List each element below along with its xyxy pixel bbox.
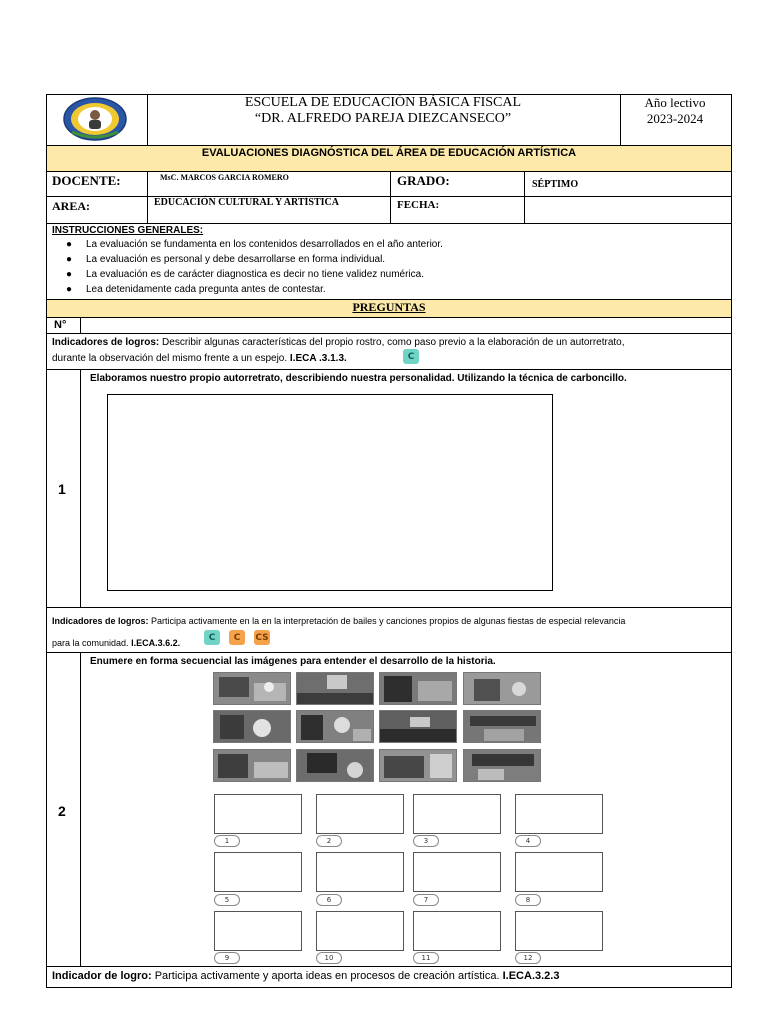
question-2-number: 2 xyxy=(58,803,66,819)
story-image xyxy=(379,749,457,782)
story-image xyxy=(463,672,541,705)
answer-frame[interactable] xyxy=(214,794,302,834)
docente-value: MsC. MARCOS GARCIA ROMERO xyxy=(160,173,289,182)
grado-label: GRADO: xyxy=(397,173,450,188)
order-number-label: 1 xyxy=(214,835,240,847)
school-logo xyxy=(62,96,128,142)
answer-frame[interactable] xyxy=(515,911,603,951)
preguntas-heading: PREGUNTAS xyxy=(352,300,426,314)
answer-frame[interactable] xyxy=(413,852,501,892)
story-image xyxy=(379,672,457,705)
story-image xyxy=(296,672,374,705)
indicator-1-line2: durante la observación del mismo frente a un espejo. I.ECA .3.1.3. xyxy=(52,353,347,364)
footer-indicator: Indicador de logro: Participa activamente y aporta ideas en procesos de creación artística. I.ECA.3.2.3 xyxy=(52,970,560,982)
answer-frame[interactable] xyxy=(214,852,302,892)
order-number-label: 12 xyxy=(515,952,541,964)
answer-frame[interactable] xyxy=(413,794,501,834)
story-image xyxy=(463,749,541,782)
story-image xyxy=(213,749,291,782)
indicator-2-line2: para la comunidad. I.ECA.3.6.2. xyxy=(52,638,181,648)
year-label: Año lectivo xyxy=(644,95,706,110)
school-name-line2: “DR. ALFREDO PAREJA DIEZCANSECO” xyxy=(254,111,512,126)
fecha-field[interactable] xyxy=(526,198,729,221)
story-image xyxy=(463,710,541,743)
answer-frame[interactable] xyxy=(316,911,404,951)
story-image xyxy=(379,710,457,743)
instructions-list xyxy=(52,239,722,299)
answer-frame[interactable] xyxy=(316,794,404,834)
area-label: AREA: xyxy=(52,199,90,213)
order-number-label: 5 xyxy=(214,894,240,906)
docente-label: DOCENTE: xyxy=(52,173,121,188)
order-number-label: 2 xyxy=(316,835,342,847)
story-image xyxy=(213,672,291,705)
list-item: ● La evaluación es personal y debe desarrollarse en forma individual. xyxy=(65,254,386,265)
school-name-line1: ESCUELA DE EDUCACIÓN BÁSICA FISCAL xyxy=(244,95,522,110)
question-1-prompt: Elaboramos nuestro propio autorretrato, describiendo nuestra personalidad. Utilizando la técnica de carboncillo. xyxy=(90,373,627,384)
order-number-label: 11 xyxy=(413,952,439,964)
question-1-number: 1 xyxy=(58,481,66,497)
answer-frame[interactable] xyxy=(515,852,603,892)
fecha-label: FECHA: xyxy=(397,199,440,211)
list-item: ● La evaluación es de carácter diagnostica es decir no tiene validez numérica. xyxy=(65,269,424,280)
indicator-1-line1: Indicadores de logros: Describir algunas características del propio rostro, como paso previo a la elaboración de un autorretrato, xyxy=(52,337,625,348)
order-number-label: 6 xyxy=(316,894,342,906)
story-image xyxy=(213,710,291,743)
self-portrait-drawing-box[interactable] xyxy=(107,394,553,591)
order-number-label: 10 xyxy=(316,952,342,964)
order-number-label: 7 xyxy=(413,894,439,906)
competence-c-icon: C xyxy=(204,630,220,645)
answer-frame[interactable] xyxy=(413,911,501,951)
order-number-label: 3 xyxy=(413,835,439,847)
area-value: EDUCACIÓN CULTURAL Y ARTÍSTICA xyxy=(154,197,339,208)
question-2-prompt: Enumere en forma secuencial las imágenes para entender el desarrollo de la historia. xyxy=(90,656,496,667)
number-column-label: N° xyxy=(54,319,67,331)
list-item: ● La evaluación se fundamenta en los contenidos desarrollados en el año anterior. xyxy=(65,239,443,250)
indicator-2-line1: Indicadores de logros: Participa activamente en la en la interpretación de bailes y canciones propios de algunas fiestas de especial relevancia xyxy=(52,616,626,626)
answer-frame[interactable] xyxy=(214,911,302,951)
competence-c-icon: C xyxy=(403,349,419,364)
story-image xyxy=(296,749,374,782)
competence-cs-icon: CS xyxy=(254,630,270,645)
order-number-label: 9 xyxy=(214,952,240,964)
order-number-label: 4 xyxy=(515,835,541,847)
answer-frame[interactable] xyxy=(515,794,603,834)
answer-frame[interactable] xyxy=(316,852,404,892)
evaluation-title: EVALUACIONES DIAGNÓSTICA DEL ÁREA DE EDUCACIÓN ARTÍSTICA xyxy=(201,147,577,159)
list-item: ● Lea detenidamente cada pregunta antes de contestar. xyxy=(65,284,326,295)
grado-value: SÉPTIMO xyxy=(532,179,579,190)
year-value: 2023-2024 xyxy=(646,111,704,126)
instructions-heading: INSTRUCCIONES GENERALES: xyxy=(52,225,204,236)
story-image xyxy=(296,710,374,743)
order-number-label: 8 xyxy=(515,894,541,906)
competence-c-orange-icon: C xyxy=(229,630,245,645)
